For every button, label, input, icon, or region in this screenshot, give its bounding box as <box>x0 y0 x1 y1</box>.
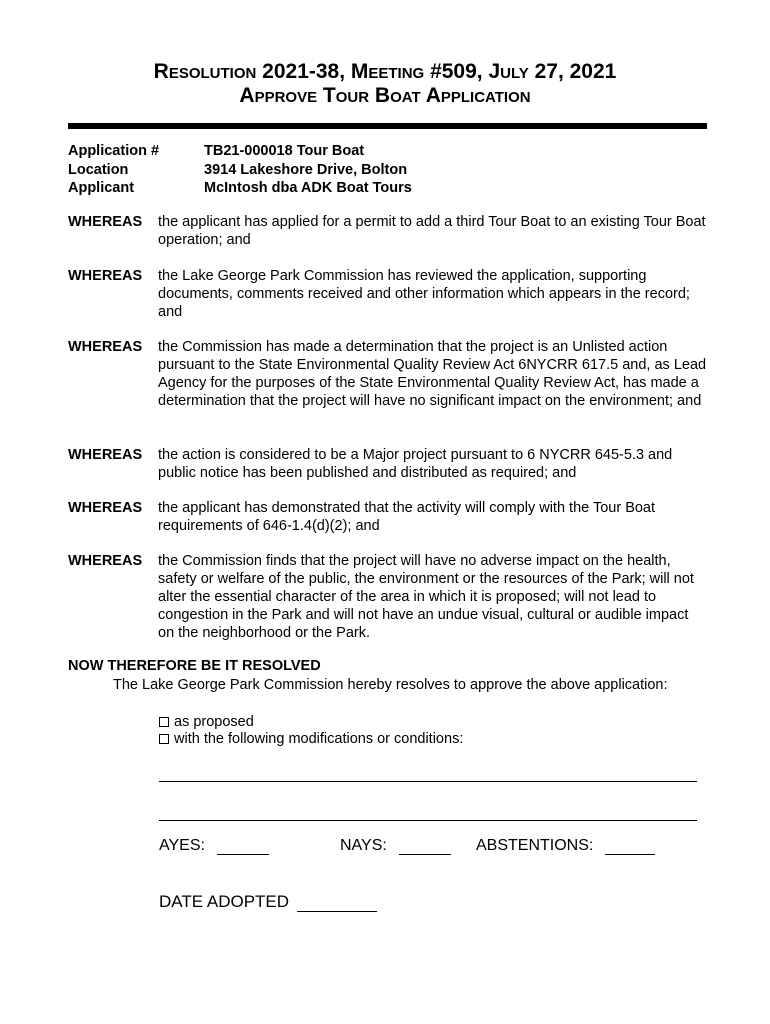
date-adopted-field <box>159 892 377 912</box>
clause-text: the action is considered to be a Major project pursuant to 6 NYCRR 645-5.3 and public notice has been published and distributed as required; and <box>158 447 673 481</box>
clause-keyword: WHEREAS <box>68 500 143 516</box>
meta-label: Application # <box>68 143 160 159</box>
clause-keyword: WHEREAS <box>68 214 143 230</box>
clause-text: the Commission finds that the project will have no adverse impact on the health, safety or welfare of the public, the environment or the resources of the Park; will not alter the essential character of the area in which it is proposed; will not lead to congestion in the Park and will not have an undue visual, cultural or audible impact on the neighborhood or the Park. <box>158 553 694 641</box>
application-number-row <box>68 142 412 161</box>
ayes-label: AYES: <box>159 837 205 854</box>
clause-keyword: WHEREAS <box>68 268 143 284</box>
nays-label: NAYS: <box>340 837 387 854</box>
option-with-conditions[interactable] <box>159 731 463 747</box>
resolved-heading: NOW THEREFORE BE IT RESOLVED <box>68 658 321 674</box>
application-details <box>68 142 412 198</box>
meta-value: TB21-000018 Tour Boat <box>204 143 365 159</box>
meta-value: McIntosh dba ADK Boat Tours <box>204 180 412 196</box>
clause-text: the Commission has made a determination that the project is an Unlisted action pursuant to the State Environmental Quality Review Act 6NYCRR 617.5 and, as Lead Agency for the purposes of the State Environmental Quality Review Act, has made a determination that the project will have no significant impact on the environment; and <box>158 339 707 409</box>
meta-label: Location <box>68 161 129 178</box>
title-divider <box>68 123 707 129</box>
option-as-proposed[interactable] <box>159 714 254 730</box>
applicant-row <box>68 179 412 198</box>
location-row <box>68 161 412 180</box>
document-subtitle: Approve Tour Boat Application <box>239 84 531 107</box>
whereas-clause <box>68 267 708 321</box>
option-label: with the following modifications or conditions: <box>174 731 464 747</box>
clause-text: the Lake George Park Commission has reviewed the application, supporting documents, comments received and other information which appears in the record; and <box>158 268 690 320</box>
ayes-field <box>159 837 269 855</box>
nays-blank[interactable] <box>399 840 451 855</box>
whereas-clause <box>68 338 708 410</box>
clause-keyword: WHEREAS <box>68 553 143 569</box>
abstentions-blank[interactable] <box>605 840 655 855</box>
checkbox-icon[interactable] <box>159 717 169 727</box>
abstentions-field <box>476 837 655 855</box>
nays-field <box>340 837 451 855</box>
abstentions-label: ABSTENTIONS: <box>476 837 594 854</box>
conditions-line[interactable] <box>159 820 697 821</box>
whereas-clause <box>68 446 708 482</box>
date-adopted-blank[interactable] <box>297 895 377 912</box>
document-title: Resolution 2021-38, Meeting #509, July 27, 2021 <box>153 60 617 83</box>
option-label: as proposed <box>174 714 254 730</box>
meta-label: Applicant <box>68 180 135 196</box>
meta-value: 3914 Lakeshore Drive, Bolton <box>204 161 408 178</box>
conditions-line[interactable] <box>159 781 697 782</box>
clause-keyword: WHEREAS <box>68 339 143 355</box>
resolved-text: The Lake George Park Commission hereby resolves to approve the above application: <box>113 677 668 693</box>
checkbox-icon[interactable] <box>159 734 169 744</box>
date-adopted-label: DATE ADOPTED <box>159 892 290 911</box>
clause-keyword: WHEREAS <box>68 447 143 463</box>
ayes-blank[interactable] <box>217 840 269 855</box>
clause-text: the applicant has applied for a permit to add a third Tour Boat to an existing Tour Boat operation; and <box>158 214 706 248</box>
whereas-clause <box>68 552 708 642</box>
clause-text: the applicant has demonstrated that the activity will comply with the Tour Boat requirements of 646-1.4(d)(2); and <box>158 500 656 534</box>
whereas-clause <box>68 213 708 249</box>
whereas-clause <box>68 499 708 535</box>
